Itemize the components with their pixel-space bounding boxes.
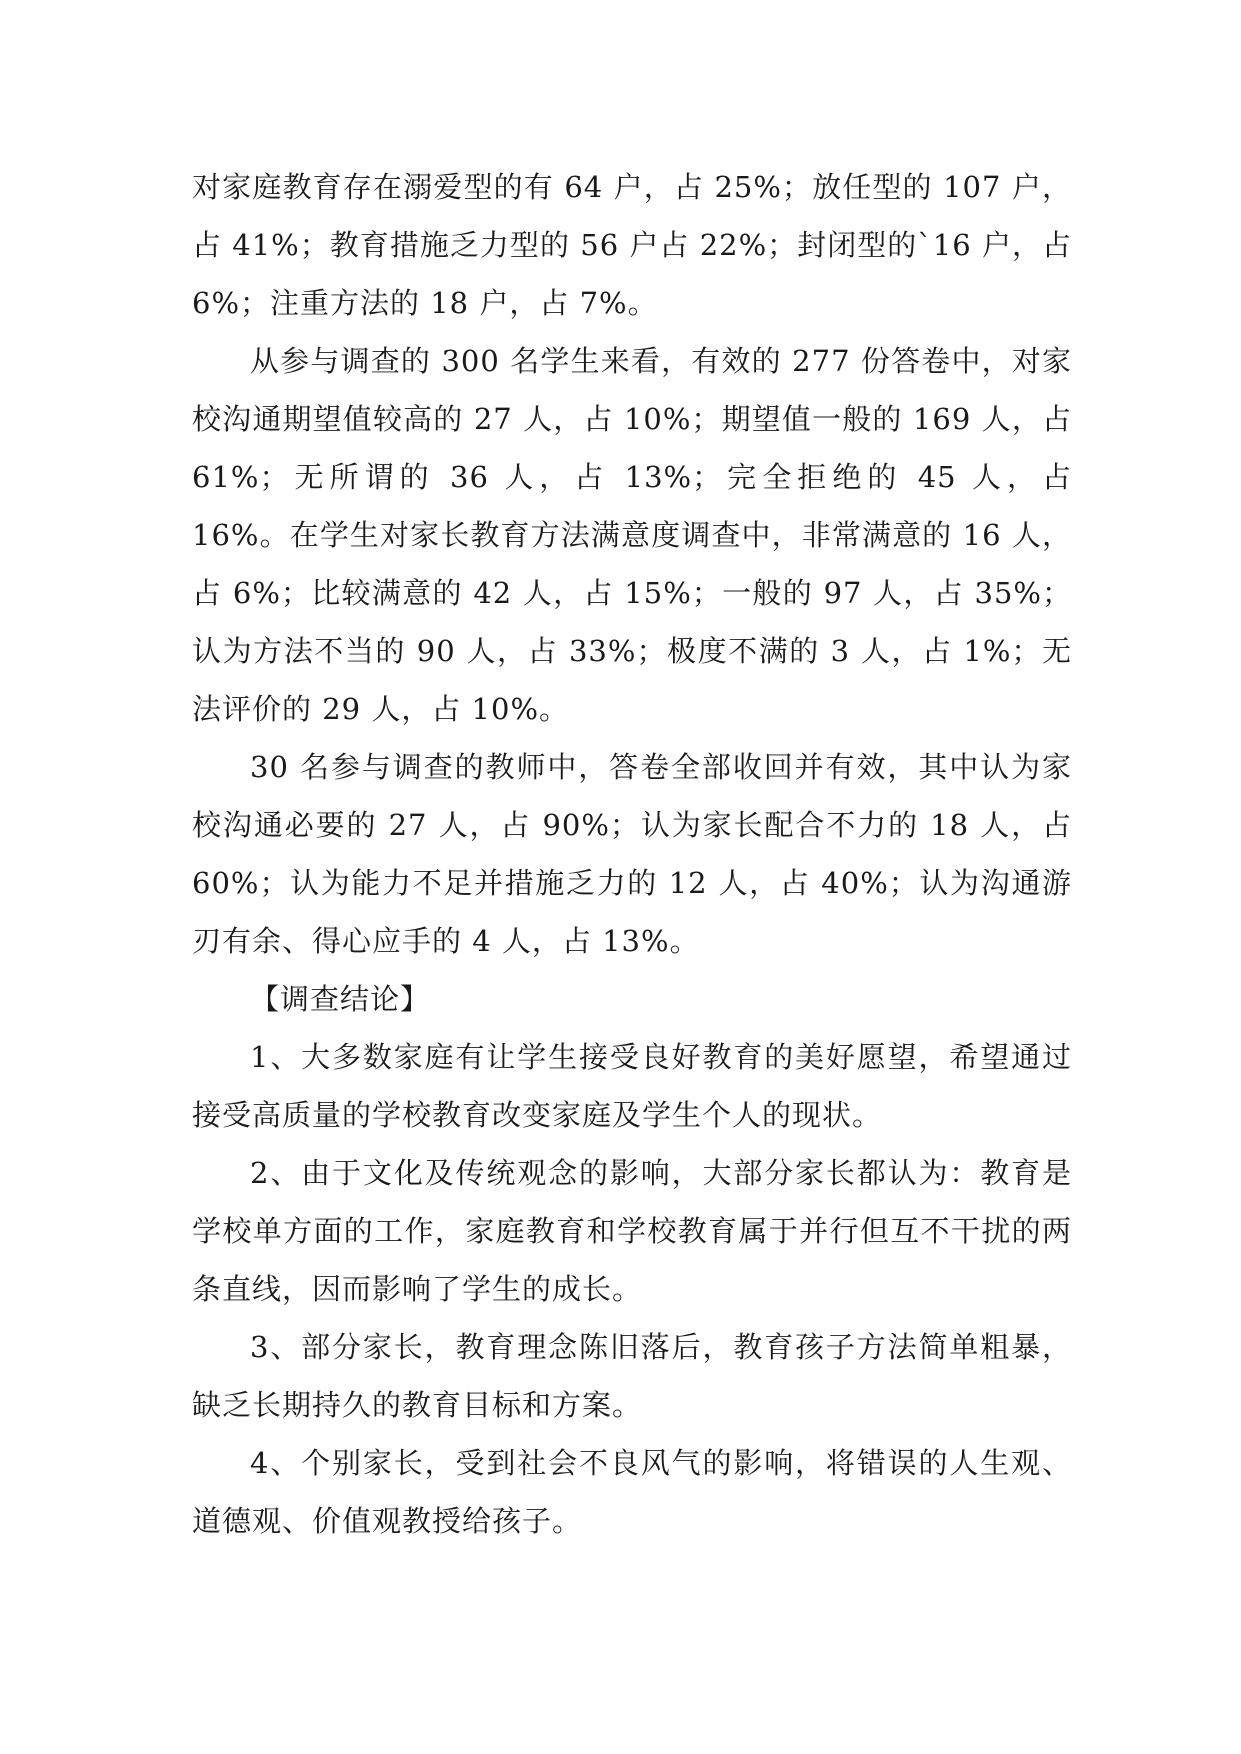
paragraph-teacher-survey-stats: 30 名参与调查的教师中，答卷全部收回并有效，其中认为家校沟通必要的 27 人，占 90%；认为家长配合不力的 18 人，占 60%；认为能力不足并措施乏力的 12 人，占 40%；认为沟通游刃有余、得心应手的 4 人，占 13%。 — [192, 750, 1072, 958]
conclusion-item-1: 1、大多数家庭有让学生接受良好教育的美好愿望，希望通过接受高质量的学校教育改变家庭及学生个人的现状。 — [192, 1040, 1072, 1132]
paragraph-family-education-stats: 对家庭教育存在溺爱型的有 64 户，占 25%；放任型的 107 户，占 41%；教育措施乏力型的 56 户占 22%；封闭型的`16 户，占 6%；注重方法的 18 户，占 7%。 — [192, 170, 1072, 320]
paragraph-student-survey-stats: 从参与调查的 300 名学生来看，有效的 277 份答卷中，对家校沟通期望值较高的 27 人，占 10%；期望值一般的 169 人，占 61%；无所谓的 36 人，占 13%；完全拒绝的 45 人，占 16%。在学生对家长教育方法满意度调查中，非常满意的 16 人，占 6%；比较满意的 42 人，占 15%；一般的 97 人，占 35%；认为方法不当的 90 人，占 33%；极度不满的 3 人，占 1%；无法评价的 29 人，占 10%。 — [192, 344, 1072, 726]
section-heading-survey-conclusion: 【调查结论】 — [250, 982, 431, 1016]
document-body — [192, 158, 1072, 1550]
conclusion-item-3: 3、部分家长，教育理念陈旧落后，教育孩子方法简单粗暴，缺乏长期持久的教育目标和方案。 — [192, 1330, 1072, 1422]
conclusion-item-4: 4、个别家长，受到社会不良风气的影响，将错误的人生观、道德观、价值观教授给孩子。 — [192, 1446, 1072, 1538]
conclusion-item-2: 2、由于文化及传统观念的影响，大部分家长都认为：教育是学校单方面的工作，家庭教育和学校教育属于并行但互不干扰的两条直线，因而影响了学生的成长。 — [192, 1156, 1072, 1306]
